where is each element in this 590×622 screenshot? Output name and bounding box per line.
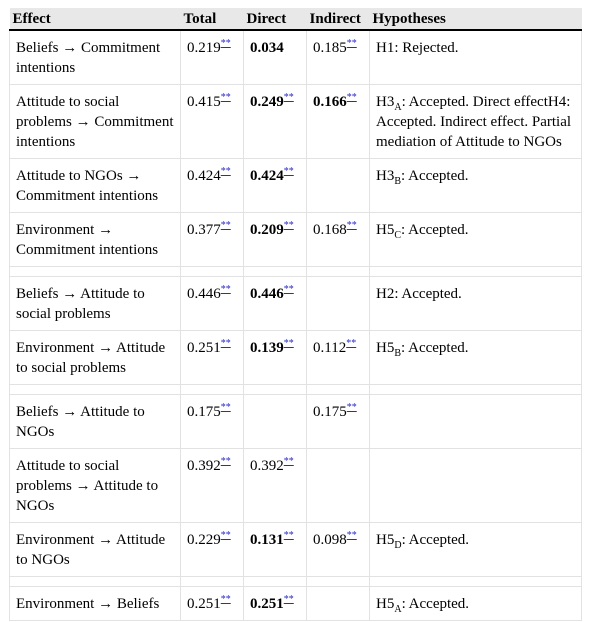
- significance-marker[interactable]: **: [220, 338, 231, 349]
- effects-table-container: [9, 8, 581, 621]
- total-cell: [181, 523, 244, 577]
- header-direct: Direct: [244, 8, 307, 30]
- direct-cell: [244, 30, 307, 85]
- significance-marker[interactable]: **: [220, 402, 231, 413]
- effect-cell: Beliefs → Commitment intentions: [10, 30, 181, 85]
- table-row: [10, 395, 582, 449]
- total-value: 0.251: [187, 340, 221, 356]
- direct-cell: [244, 523, 307, 577]
- direct-value: 0.209: [250, 222, 284, 238]
- indirect-cell: [307, 331, 370, 385]
- total-value: 0.229: [187, 532, 221, 548]
- direct-cell: [244, 331, 307, 385]
- spacer-cell: [244, 267, 307, 277]
- total-value: 0.175: [187, 404, 221, 420]
- spacer-cell: [307, 577, 370, 587]
- effect-cell: Environment → Attitude to social problems: [10, 331, 181, 385]
- indirect-cell: [307, 395, 370, 449]
- table-row: [10, 587, 582, 621]
- total-cell: [181, 213, 244, 267]
- significance-marker[interactable]: **: [346, 220, 357, 231]
- spacer-row: [10, 385, 582, 395]
- effect-cell: Environment → Commitment intentions: [10, 213, 181, 267]
- spacer-cell: [181, 385, 244, 395]
- table-row: [10, 85, 582, 159]
- hypothesis-result: : Accepted.: [401, 532, 470, 548]
- indirect-cell: [307, 523, 370, 577]
- significance-marker[interactable]: **: [283, 456, 294, 467]
- hypothesis-subscript: C: [394, 230, 402, 241]
- hypothesis-subscript: A: [394, 604, 402, 615]
- total-value: 0.392: [187, 458, 221, 474]
- direct-cell: [244, 159, 307, 213]
- hypothesis-result: : Accepted.: [401, 596, 470, 612]
- table-row: [10, 159, 582, 213]
- effect-cell: Attitude to NGOs → Commitment intentions: [10, 159, 181, 213]
- hypothesis-subscript: B: [394, 348, 402, 359]
- spacer-cell: [181, 577, 244, 587]
- total-cell: [181, 30, 244, 85]
- header-total: Total: [181, 8, 244, 30]
- hypothesis-result: : Accepted.: [401, 340, 469, 356]
- hypothesis-cell: [370, 587, 582, 621]
- spacer-cell: [10, 267, 181, 277]
- significance-marker[interactable]: **: [283, 166, 294, 177]
- table-row: [10, 449, 582, 523]
- hypothesis-cell: [370, 523, 582, 577]
- significance-marker[interactable]: **: [220, 166, 231, 177]
- significance-marker[interactable]: **: [283, 220, 294, 231]
- spacer-cell: [10, 385, 181, 395]
- total-cell: [181, 449, 244, 523]
- hypothesis-label: H5: [376, 596, 395, 612]
- spacer-cell: [181, 267, 244, 277]
- significance-marker[interactable]: **: [283, 338, 294, 349]
- indirect-value: 0.098: [313, 532, 347, 548]
- significance-marker[interactable]: **: [220, 38, 231, 49]
- header-indirect: Indirect: [307, 8, 370, 30]
- spacer-row: [10, 267, 582, 277]
- hypothesis-label: H2: Accepted.: [376, 286, 462, 302]
- indirect-value: 0.166: [313, 94, 347, 110]
- header-hypotheses: Hypotheses: [370, 8, 582, 30]
- table-body: [10, 30, 582, 621]
- spacer-cell: [244, 577, 307, 587]
- total-cell: [181, 277, 244, 331]
- significance-marker[interactable]: **: [220, 456, 231, 467]
- effect-cell: Environment → Beliefs: [10, 587, 181, 621]
- spacer-cell: [307, 267, 370, 277]
- total-value: 0.377: [187, 222, 221, 238]
- direct-cell: [244, 395, 307, 449]
- spacer-cell: [307, 385, 370, 395]
- direct-cell: [244, 277, 307, 331]
- effect-cell: Attitude to social problems → Commitment intentions: [10, 85, 181, 159]
- total-value: 0.446: [187, 286, 221, 302]
- effects-table: [9, 8, 582, 621]
- table-row: [10, 277, 582, 331]
- hypothesis-label: H5: [376, 222, 395, 238]
- indirect-value: 0.185: [313, 40, 347, 56]
- significance-marker[interactable]: **: [220, 594, 231, 605]
- direct-value: 0.424: [250, 168, 284, 184]
- table-header: [10, 8, 582, 30]
- hypothesis-cell: [370, 213, 582, 267]
- significance-marker[interactable]: **: [346, 92, 357, 103]
- spacer-cell: [370, 267, 582, 277]
- total-value: 0.219: [187, 40, 221, 56]
- total-cell: [181, 395, 244, 449]
- significance-marker[interactable]: **: [346, 338, 357, 349]
- significance-marker[interactable]: **: [283, 92, 294, 103]
- significance-marker[interactable]: **: [283, 594, 294, 605]
- significance-marker[interactable]: **: [346, 402, 357, 413]
- table-row: [10, 30, 582, 85]
- direct-value: 0.131: [250, 532, 284, 548]
- hypothesis-cell: [370, 30, 582, 85]
- direct-cell: [244, 85, 307, 159]
- total-cell: [181, 159, 244, 213]
- hypothesis-subscript: A: [394, 102, 402, 113]
- direct-value: 0.034: [250, 40, 284, 56]
- indirect-value: 0.112: [313, 340, 347, 356]
- total-cell: [181, 85, 244, 159]
- table-row: [10, 213, 582, 267]
- effect-cell: Beliefs → Attitude to NGOs: [10, 395, 181, 449]
- hypothesis-result: : Accepted.: [401, 168, 469, 184]
- hypothesis-cell: [370, 277, 582, 331]
- significance-marker[interactable]: **: [220, 220, 231, 231]
- hypothesis-cell: [370, 85, 582, 159]
- hypothesis-cell: [370, 331, 582, 385]
- indirect-cell: [307, 277, 370, 331]
- significance-marker[interactable]: **: [220, 284, 231, 295]
- hypothesis-label: H1: Rejected.: [376, 40, 459, 56]
- hypothesis-label: H5: [376, 532, 395, 548]
- spacer-cell: [244, 385, 307, 395]
- hypothesis-cell: [370, 159, 582, 213]
- total-value: 0.415: [187, 94, 221, 110]
- direct-value: 0.249: [250, 94, 284, 110]
- significance-marker[interactable]: **: [220, 92, 231, 103]
- effect-cell: Beliefs → Attitude to social problems: [10, 277, 181, 331]
- indirect-value: 0.175: [313, 404, 347, 420]
- hypothesis-cell: [370, 395, 582, 449]
- indirect-cell: [307, 85, 370, 159]
- effect-cell: Attitude to social problems → Attitude to NGOs: [10, 449, 181, 523]
- indirect-cell: [307, 159, 370, 213]
- direct-value: 0.139: [250, 340, 284, 356]
- header-effect: Effect: [10, 8, 181, 30]
- hypothesis-result: : Accepted.: [401, 222, 469, 238]
- hypothesis-cell: [370, 449, 582, 523]
- total-cell: [181, 331, 244, 385]
- significance-marker[interactable]: **: [220, 530, 231, 541]
- header-row: [10, 8, 582, 30]
- total-value: 0.251: [187, 596, 221, 612]
- indirect-value: 0.168: [313, 222, 347, 238]
- direct-value: 0.392: [250, 458, 284, 474]
- hypothesis-label: H3: [376, 168, 395, 184]
- direct-cell: [244, 587, 307, 621]
- table-row: [10, 523, 582, 577]
- hypothesis-label: H5: [376, 340, 395, 356]
- significance-marker[interactable]: **: [346, 530, 357, 541]
- direct-cell: [244, 213, 307, 267]
- direct-cell: [244, 449, 307, 523]
- total-value: 0.424: [187, 168, 221, 184]
- hypothesis-subscript: D: [394, 540, 402, 551]
- indirect-cell: [307, 30, 370, 85]
- significance-marker[interactable]: **: [283, 284, 294, 295]
- direct-value: 0.446: [250, 286, 284, 302]
- hypothesis-subscript: B: [394, 176, 402, 187]
- table-row: [10, 331, 582, 385]
- effect-cell: Environment → Attitude to NGOs: [10, 523, 181, 577]
- indirect-cell: [307, 587, 370, 621]
- spacer-cell: [10, 577, 181, 587]
- hypothesis-result: : Accepted. Direct effectH4: Accepted. Indirect effect. Partial mediation of Attitude to NGOs: [376, 94, 572, 150]
- hypothesis-label: H3: [376, 94, 395, 110]
- spacer-row: [10, 577, 582, 587]
- spacer-cell: [370, 385, 582, 395]
- indirect-cell: [307, 449, 370, 523]
- direct-value: 0.251: [250, 596, 284, 612]
- indirect-cell: [307, 213, 370, 267]
- total-cell: [181, 587, 244, 621]
- significance-marker[interactable]: **: [283, 530, 294, 541]
- spacer-cell: [370, 577, 582, 587]
- significance-marker[interactable]: **: [346, 38, 357, 49]
